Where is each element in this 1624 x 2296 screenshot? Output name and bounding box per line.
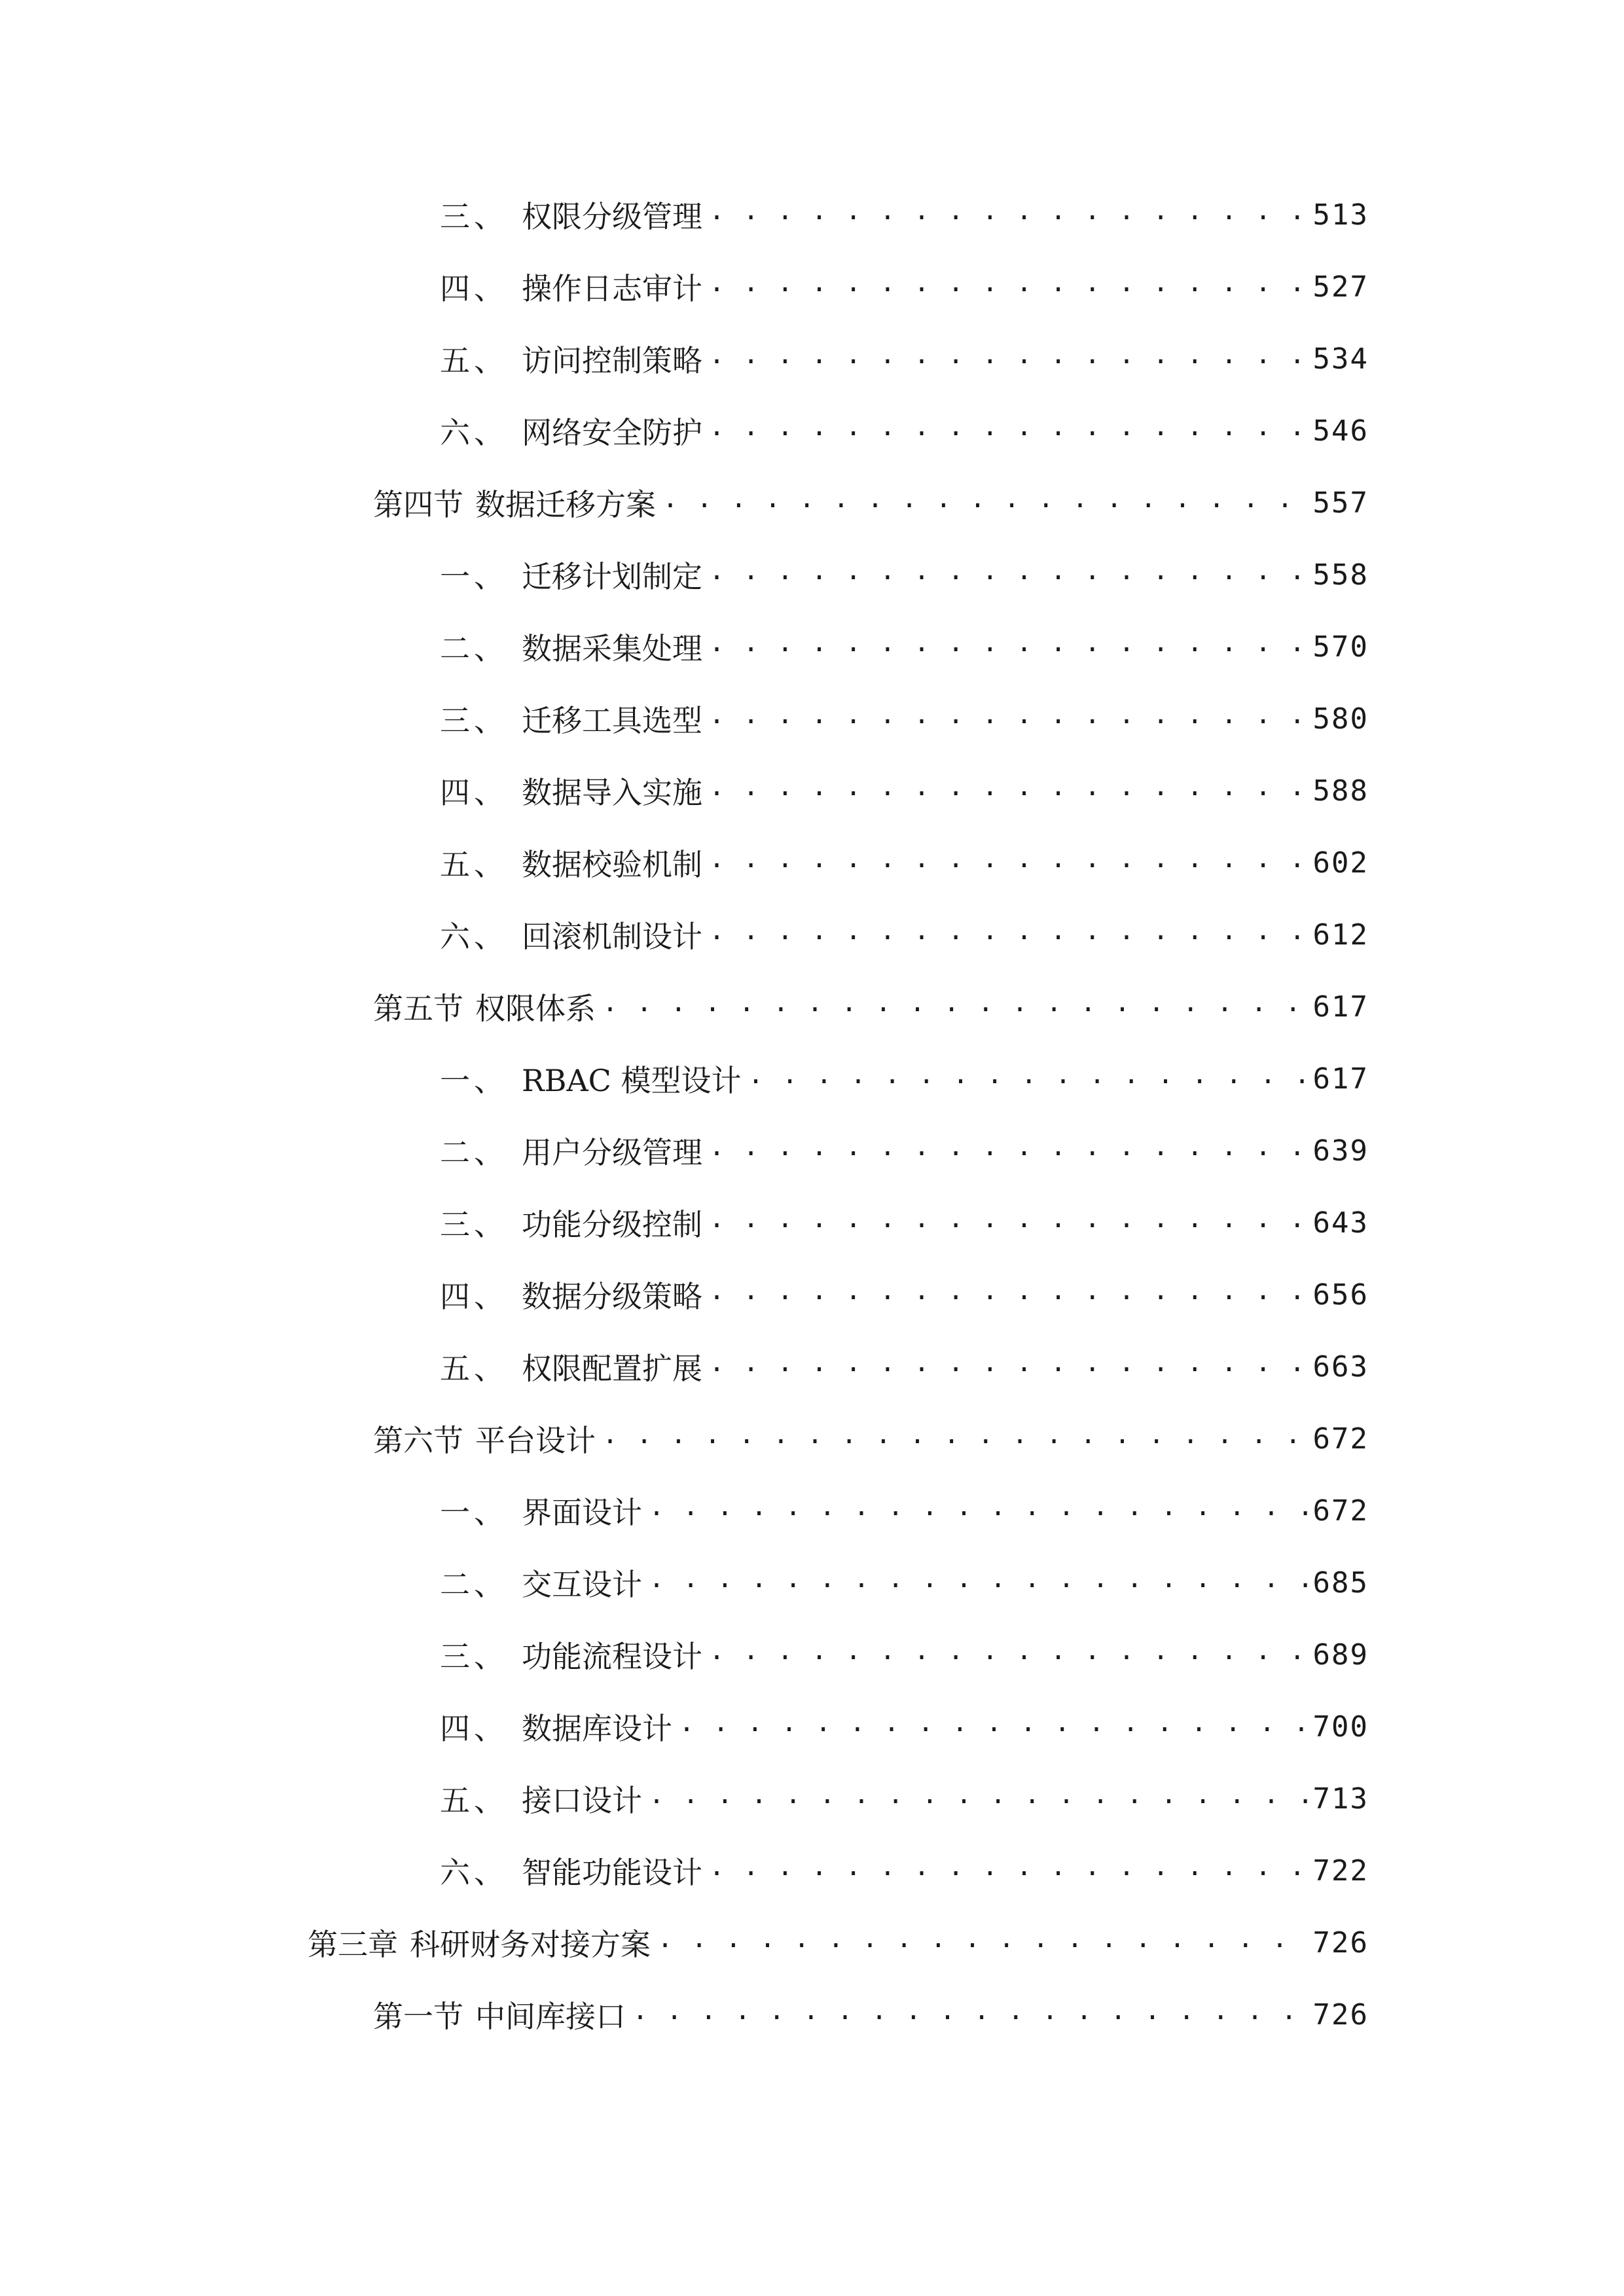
toc-entry-label <box>440 1489 642 1532</box>
toc-entry-label <box>373 1417 596 1460</box>
toc-entry-number: 一、 <box>440 1063 508 1098</box>
dot-leader <box>602 1426 1308 1452</box>
dot-leader <box>709 1210 1308 1236</box>
dot-leader <box>709 922 1308 948</box>
toc-entry-label <box>373 1993 626 2036</box>
dot-leader <box>709 778 1308 804</box>
toc-entry[interactable] <box>0 1619 1624 1691</box>
dot-leader <box>709 418 1308 444</box>
toc-entry-page: 570 <box>1312 630 1369 664</box>
dot-leader <box>709 562 1308 588</box>
toc-entry-title: 迁移计划制定 <box>522 559 702 594</box>
toc-entry-title: 平台设计 <box>475 1423 596 1458</box>
toc-entry[interactable] <box>0 827 1624 899</box>
table-of-contents <box>0 179 1624 2051</box>
dot-leader <box>709 634 1308 660</box>
toc-entry-page: 672 <box>1312 1494 1369 1528</box>
dot-leader <box>602 994 1308 1020</box>
toc-section-entry[interactable] <box>0 467 1624 539</box>
toc-entry-page: 672 <box>1312 1422 1369 1456</box>
toc-entry-label <box>440 625 702 668</box>
toc-entry-label <box>440 553 702 596</box>
toc-entry-number: 六、 <box>440 919 508 954</box>
toc-entry-label <box>440 697 702 740</box>
toc-entry-title: 操作日志审计 <box>522 271 702 306</box>
toc-entry-title: 数据分级策略 <box>522 1279 702 1314</box>
toc-entry-label <box>440 769 702 812</box>
toc-entry-page: 726 <box>1312 1998 1369 2032</box>
toc-entry-label <box>440 841 702 884</box>
dot-leader <box>709 1857 1308 1884</box>
toc-entry-page: 656 <box>1312 1278 1369 1312</box>
toc-entry[interactable] <box>0 1547 1624 1619</box>
toc-entry[interactable] <box>0 179 1624 251</box>
toc-entry-number: 三、 <box>440 199 508 234</box>
toc-entry-number: 六、 <box>440 415 508 450</box>
toc-entry-number: 第四节 <box>373 487 463 522</box>
toc-entry[interactable] <box>0 539 1624 611</box>
toc-entry[interactable] <box>0 899 1624 971</box>
toc-entry[interactable] <box>0 1331 1624 1403</box>
toc-entry-number: 四、 <box>440 775 508 810</box>
toc-entry-label <box>440 913 702 956</box>
toc-entry[interactable] <box>0 1763 1624 1835</box>
toc-entry-label <box>440 1705 672 1748</box>
toc-entry-number: 五、 <box>440 343 508 378</box>
toc-entry-page: 663 <box>1312 1350 1369 1384</box>
toc-entry-title: 功能分级控制 <box>522 1207 702 1242</box>
toc-entry-page: 617 <box>1312 1062 1369 1096</box>
toc-entry-number: 四、 <box>440 1711 508 1746</box>
dot-leader <box>662 490 1308 516</box>
dot-leader <box>649 1498 1308 1524</box>
toc-entry-page: 643 <box>1312 1206 1369 1240</box>
toc-entry[interactable] <box>0 755 1624 827</box>
toc-entry-page: 602 <box>1312 846 1369 880</box>
toc-entry-number: 二、 <box>440 631 508 666</box>
toc-entry-label <box>373 481 656 524</box>
toc-entry-number: 第三章 <box>308 1927 398 1962</box>
toc-entry[interactable] <box>0 1259 1624 1331</box>
toc-entry-title: 科研财务对接方案 <box>410 1927 651 1962</box>
dot-leader <box>709 346 1308 372</box>
toc-entry-title: 中间库接口 <box>475 1999 626 2034</box>
toc-entry[interactable] <box>0 611 1624 683</box>
toc-entry[interactable] <box>0 1475 1624 1547</box>
toc-entry-title: 权限分级管理 <box>522 199 702 234</box>
toc-entry-number: 一、 <box>440 559 508 594</box>
toc-entry-label <box>440 1777 642 1820</box>
toc-entry-number: 二、 <box>440 1567 508 1602</box>
dot-leader <box>709 706 1308 732</box>
dot-leader <box>709 1641 1308 1668</box>
dot-leader <box>679 1713 1308 1740</box>
toc-section-entry[interactable] <box>0 971 1624 1043</box>
toc-entry-label <box>440 1633 702 1676</box>
toc-section-entry[interactable] <box>0 1979 1624 2051</box>
toc-entry-label <box>440 1849 702 1892</box>
toc-entry-number: 五、 <box>440 1351 508 1386</box>
toc-entry-page: 534 <box>1312 342 1369 376</box>
toc-entry-label <box>373 985 596 1028</box>
dot-leader <box>657 1929 1308 1956</box>
toc-entry-page: 557 <box>1312 486 1369 520</box>
toc-entry-label <box>440 1129 702 1172</box>
toc-entry-label <box>440 1201 702 1244</box>
toc-entry[interactable] <box>0 683 1624 755</box>
toc-entry-title: 数据迁移方案 <box>475 487 656 522</box>
toc-entry-title: 数据采集处理 <box>522 631 702 666</box>
dot-leader <box>632 2001 1308 2028</box>
dot-leader <box>649 1785 1308 1812</box>
toc-entry-number: 第一节 <box>373 1999 463 2034</box>
toc-entry-title: 迁移工具选型 <box>522 703 702 738</box>
toc-entry-title: 接口设计 <box>522 1783 642 1818</box>
toc-entry-page: 588 <box>1312 774 1369 808</box>
dot-leader <box>709 1138 1308 1164</box>
toc-entry-title: 数据库设计 <box>522 1711 672 1746</box>
toc-entry-title: 网络安全防护 <box>522 415 702 450</box>
toc-entry-page: 700 <box>1312 1710 1369 1744</box>
toc-entry-title: 数据校验机制 <box>522 847 702 882</box>
toc-entry-number: 四、 <box>440 1279 508 1314</box>
toc-entry-page: 685 <box>1312 1566 1369 1600</box>
toc-entry-title: 权限体系 <box>475 991 596 1026</box>
toc-entry-label <box>440 193 702 236</box>
dot-leader <box>709 1282 1308 1308</box>
dot-leader <box>709 202 1308 228</box>
toc-entry[interactable] <box>0 395 1624 467</box>
toc-entry-number: 二、 <box>440 1135 508 1170</box>
toc-entry-label <box>440 337 702 380</box>
toc-entry-label <box>440 1273 702 1316</box>
toc-entry-label <box>440 265 702 308</box>
toc-entry-label <box>308 1921 651 1964</box>
toc-entry-page: 722 <box>1312 1854 1369 1888</box>
toc-entry-title: 用户分级管理 <box>522 1135 702 1170</box>
toc-chapter-entry[interactable] <box>0 1907 1624 1979</box>
dot-leader <box>709 274 1308 300</box>
toc-entry-page: 513 <box>1312 198 1369 232</box>
toc-entry-page: 639 <box>1312 1134 1369 1168</box>
toc-entry-label <box>440 1561 642 1604</box>
toc-entry-page: 527 <box>1312 270 1369 304</box>
toc-section-entry[interactable] <box>0 1403 1624 1475</box>
toc-entry[interactable] <box>0 1043 1624 1115</box>
toc-entry-number: 三、 <box>440 703 508 738</box>
toc-entry-label <box>440 409 702 452</box>
toc-entry-page: 580 <box>1312 702 1369 736</box>
toc-entry-number: 六、 <box>440 1855 508 1890</box>
toc-entry-title: 回滚机制设计 <box>522 919 702 954</box>
toc-entry-page: 558 <box>1312 558 1369 592</box>
toc-entry-label <box>440 1057 741 1100</box>
toc-entry-number: 四、 <box>440 271 508 306</box>
toc-entry-number: 五、 <box>440 847 508 882</box>
toc-entry[interactable] <box>0 323 1624 395</box>
toc-entry-title: 功能流程设计 <box>522 1639 702 1674</box>
toc-entry-page: 546 <box>1312 414 1369 448</box>
toc-entry-label <box>440 1345 702 1388</box>
toc-entry-page: 689 <box>1312 1638 1369 1672</box>
toc-entry[interactable] <box>0 251 1624 323</box>
dot-leader <box>748 1066 1307 1092</box>
toc-entry-number: 第六节 <box>373 1423 463 1458</box>
toc-entry-title: 智能功能设计 <box>522 1855 702 1890</box>
toc-entry-number: 一、 <box>440 1495 508 1530</box>
toc-entry-number: 三、 <box>440 1207 508 1242</box>
toc-entry-title: 访问控制策略 <box>522 343 702 378</box>
toc-entry-title: RBAC 模型设计 <box>522 1063 742 1098</box>
dot-leader <box>709 850 1308 876</box>
toc-entry-page: 726 <box>1312 1926 1369 1960</box>
toc-entry-page: 617 <box>1312 990 1369 1024</box>
toc-entry-page: 713 <box>1312 1782 1369 1816</box>
toc-entry-title: 界面设计 <box>522 1495 642 1530</box>
toc-entry[interactable] <box>0 1691 1624 1763</box>
toc-entry-page: 612 <box>1312 918 1369 952</box>
toc-entry-number: 五、 <box>440 1783 508 1818</box>
toc-entry-title: 交互设计 <box>522 1567 642 1602</box>
toc-entry[interactable] <box>0 1187 1624 1259</box>
toc-entry-title: 数据导入实施 <box>522 775 702 810</box>
dot-leader <box>709 1354 1308 1380</box>
toc-entry[interactable] <box>0 1835 1624 1907</box>
toc-entry[interactable] <box>0 1115 1624 1187</box>
toc-entry-number: 三、 <box>440 1639 508 1674</box>
toc-entry-number: 第五节 <box>373 991 463 1026</box>
toc-entry-title: 权限配置扩展 <box>522 1351 702 1386</box>
dot-leader <box>649 1570 1308 1596</box>
